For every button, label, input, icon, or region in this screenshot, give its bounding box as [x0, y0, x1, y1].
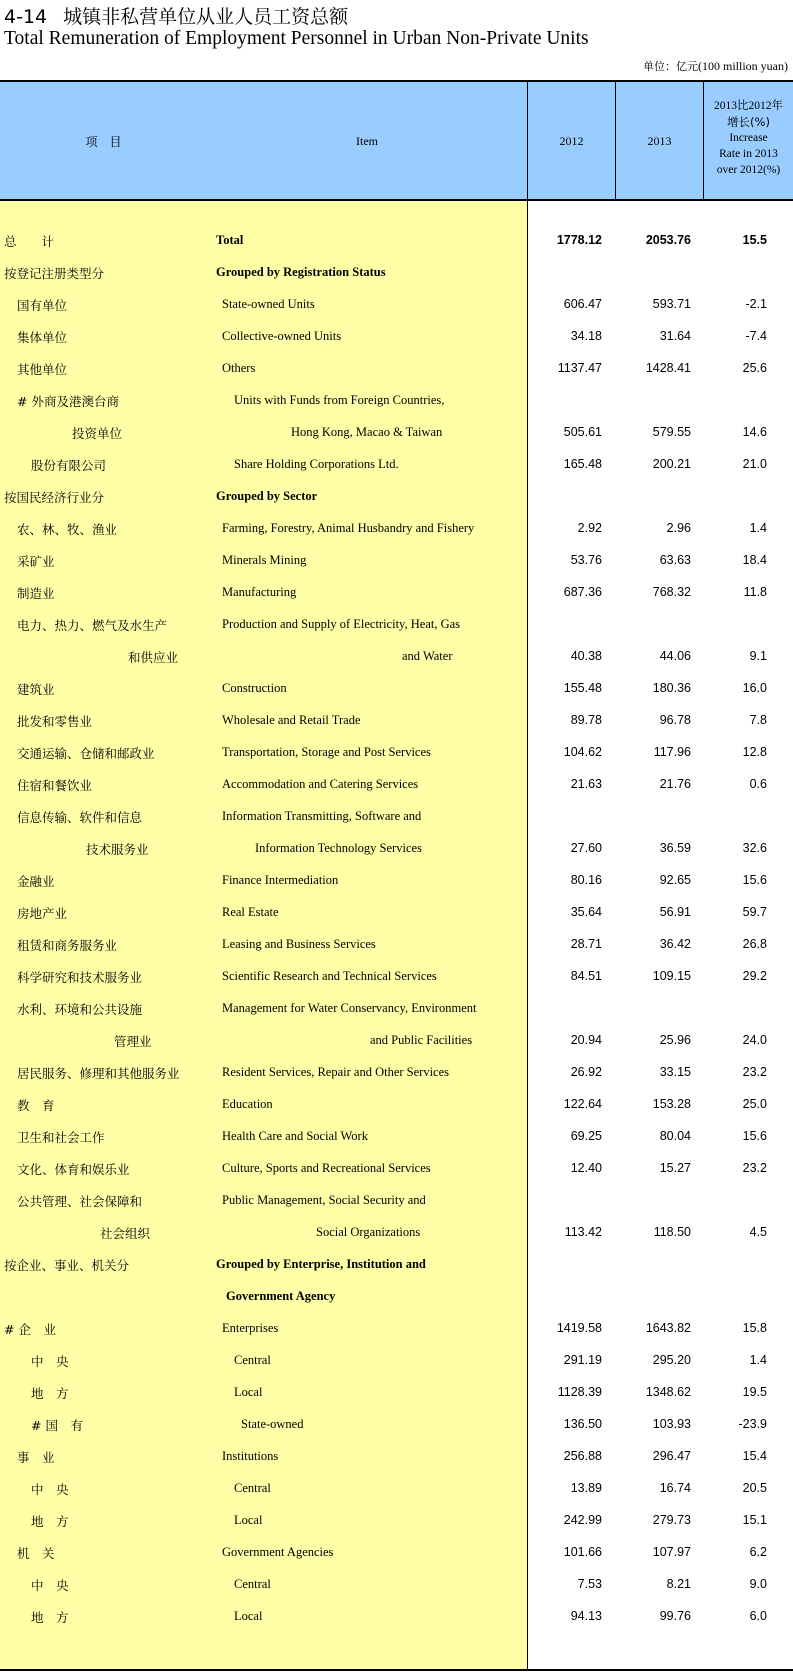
row-value-2013: 579.55: [652, 425, 691, 439]
row-increase-rate: 21.0: [742, 457, 767, 471]
row-value-2013: 80.04: [659, 1129, 691, 1143]
row-value-2013: 36.59: [659, 841, 691, 855]
row-increase-rate: 7.8: [749, 713, 767, 727]
table-row: [0, 1505, 793, 1537]
row-item-cn: 总 计: [4, 234, 55, 249]
row-item-cn: 公共管理、社会保障和: [17, 1194, 143, 1209]
table-row: [0, 1313, 793, 1345]
row-value-2013: 92.65: [659, 873, 691, 887]
row-increase-rate: 25.6: [742, 361, 767, 375]
row-item-en: Public Management, Social Security and: [222, 1193, 426, 1207]
row-value-2012: 7.53: [577, 1577, 602, 1591]
table-row: [0, 1441, 793, 1473]
row-item-cn: 中 央: [31, 1354, 69, 1369]
row-item-en: Central: [234, 1481, 271, 1495]
row-item-cn: 农、林、牧、渔业: [17, 522, 118, 537]
row-item-cn: 批发和零售业: [17, 714, 93, 729]
row-item-en: Production and Supply of Electricity, Heat, Gas: [222, 617, 461, 631]
table-row: [0, 833, 793, 865]
row-item-cn: 中 央: [31, 1578, 69, 1593]
row-item-en: Units with Funds from Foreign Countries,: [234, 393, 445, 407]
table-row: [0, 289, 793, 321]
row-value-2012: 21.63: [570, 777, 602, 791]
row-item-cn: 房地产业: [17, 906, 68, 921]
table-row: [0, 1025, 793, 1057]
row-value-2012: 101.66: [563, 1545, 602, 1559]
row-value-2012: 40.38: [570, 649, 602, 663]
table-row: [0, 1249, 793, 1281]
table-row: [0, 897, 793, 929]
table-row: [0, 321, 793, 353]
row-increase-rate: 15.6: [742, 1129, 767, 1143]
table-row: [0, 993, 793, 1025]
row-item-en: Scientific Research and Technical Services: [222, 969, 437, 983]
row-increase-rate: 59.7: [742, 905, 767, 919]
row-item-en: Management for Water Conservancy, Environment: [222, 1001, 477, 1015]
table-row: [0, 545, 793, 577]
row-value-2013: 279.73: [652, 1513, 691, 1527]
row-item-cn: 信息传输、软件和信息: [17, 810, 143, 825]
row-value-2013: 44.06: [659, 649, 691, 663]
row-item-en: and Public Facilities: [370, 1033, 473, 1047]
table-row: [0, 929, 793, 961]
row-value-2012: 1137.47: [557, 361, 602, 375]
header-bottom-rule: [0, 199, 793, 201]
table-number: 4-14: [4, 6, 48, 28]
row-value-2013: 103.93: [652, 1417, 691, 1431]
row-value-2013: 2.96: [666, 521, 691, 535]
unit-label: [643, 58, 788, 74]
row-value-2012: 20.94: [570, 1033, 602, 1047]
row-increase-rate: 19.5: [742, 1385, 767, 1399]
column-header-item-cn: 项 目: [85, 135, 122, 149]
rate-header-line-1: 2013比2012年: [714, 100, 783, 112]
row-increase-rate: 6.0: [749, 1609, 767, 1623]
row-value-2013: 99.76: [659, 1609, 691, 1623]
row-item-cn: 事 业: [17, 1450, 55, 1465]
column-header-2012: 2012: [559, 134, 584, 148]
column-header-item-en: Item: [356, 134, 378, 148]
row-item-en: Collective-owned Units: [222, 329, 342, 343]
row-item-en: Grouped by Registration Status: [216, 265, 386, 279]
row-increase-rate: 15.6: [742, 873, 767, 887]
row-item-en: Wholesale and Retail Trade: [222, 713, 361, 727]
row-increase-rate: 25.0: [742, 1097, 767, 1111]
row-item-cn: 国有单位: [17, 298, 68, 313]
row-item-en: Enterprises: [222, 1321, 279, 1335]
row-value-2013: 153.28: [652, 1097, 691, 1111]
row-item-en: Leasing and Business Services: [222, 937, 376, 951]
row-item-cn: 机 关: [17, 1546, 55, 1561]
row-value-2012: 84.51: [570, 969, 602, 983]
row-value-2012: 1778.12: [556, 233, 602, 247]
row-item-en: Social Organizations: [316, 1225, 421, 1239]
header-top-rule: [0, 80, 793, 82]
row-item-cn: # 外商及港澳台商: [17, 394, 119, 409]
row-value-2012: 165.48: [563, 457, 602, 471]
row-item-en: Finance Intermediation: [222, 873, 339, 887]
row-increase-rate: -2.1: [745, 297, 767, 311]
row-item-cn: 和供应业: [128, 650, 179, 665]
table-row: [0, 801, 793, 833]
row-value-2012: 291.19: [563, 1353, 602, 1367]
row-value-2013: 2053.76: [645, 233, 691, 247]
row-value-2013: 117.96: [653, 745, 691, 759]
row-item-en: State-owned: [241, 1417, 304, 1431]
row-increase-rate: -7.4: [745, 329, 767, 343]
row-value-2012: 242.99: [563, 1513, 602, 1527]
row-value-2013: 200.21: [652, 457, 691, 471]
row-item-en: Accommodation and Catering Services: [222, 777, 419, 791]
row-value-2013: 180.36: [652, 681, 691, 695]
row-value-2013: 1348.62: [645, 1385, 691, 1399]
row-value-2012: 2.92: [577, 521, 602, 535]
row-value-2013: 109.15: [652, 969, 691, 983]
row-increase-rate: 15.5: [742, 233, 767, 247]
row-item-en: Resident Services, Repair and Other Services: [222, 1065, 450, 1079]
row-value-2013: 118.50: [653, 1225, 691, 1239]
row-item-cn: 地 方: [31, 1386, 69, 1401]
row-value-2013: 96.78: [659, 713, 691, 727]
table-row: [0, 1089, 793, 1121]
table-row: [0, 257, 793, 289]
row-item-cn: 交通运输、仓储和邮政业: [17, 746, 155, 761]
table-row: [0, 641, 793, 673]
row-value-2013: 33.15: [659, 1065, 691, 1079]
rate-header-line-4: Rate in 2013: [719, 148, 778, 160]
row-item-cn: 技术服务业: [86, 842, 149, 857]
row-increase-rate: 23.2: [742, 1065, 767, 1079]
row-value-2012: 53.76: [570, 553, 602, 567]
row-value-2012: 155.48: [563, 681, 602, 695]
row-value-2012: 1128.39: [557, 1385, 602, 1399]
row-item-cn: 地 方: [31, 1610, 69, 1625]
table-row: [0, 481, 793, 513]
row-item-en: Central: [234, 1577, 271, 1591]
row-item-en: Share Holding Corporations Ltd.: [234, 457, 399, 471]
row-item-en: Local: [234, 1385, 263, 1399]
row-value-2012: 113.42: [564, 1225, 602, 1239]
column-header-2013: 2013: [647, 134, 672, 148]
row-item-cn: 地 方: [31, 1514, 69, 1529]
table-row: [0, 673, 793, 705]
row-item-cn: 科学研究和技术服务业: [17, 970, 143, 985]
row-item-en: Total: [216, 233, 244, 247]
table-row: [0, 1377, 793, 1409]
row-item-en: Information Transmitting, Software and: [222, 809, 422, 823]
row-value-2013: 1428.41: [645, 361, 691, 375]
row-item-cn: 电力、热力、燃气及水生产: [17, 618, 168, 633]
row-increase-rate: 23.2: [742, 1161, 767, 1175]
row-value-2013: 296.47: [652, 1449, 691, 1463]
rate-header-line-2: 增长(%): [727, 115, 770, 129]
row-item-cn: 社会组织: [100, 1226, 151, 1241]
table-row: [0, 513, 793, 545]
row-value-2012: 35.64: [570, 905, 602, 919]
table-row: [0, 1185, 793, 1217]
row-item-en: Institutions: [222, 1449, 279, 1463]
rate-header-line-3: Increase: [729, 132, 768, 144]
row-item-cn: 投资单位: [72, 426, 123, 441]
row-item-en: Health Care and Social Work: [222, 1129, 368, 1143]
row-item-en: Construction: [222, 681, 287, 695]
row-item-en: Culture, Sports and Recreational Services: [222, 1161, 431, 1175]
row-item-en: Manufacturing: [222, 585, 297, 599]
row-increase-rate: 1.4: [749, 521, 767, 535]
row-item-en: State-owned Units: [222, 297, 315, 311]
row-item-en: Hong Kong, Macao & Taiwan: [291, 425, 443, 439]
table-row: [0, 1345, 793, 1377]
row-value-2012: 687.36: [563, 585, 602, 599]
table-row: [0, 417, 793, 449]
row-value-2012: 28.71: [570, 937, 602, 951]
row-value-2012: 122.64: [563, 1097, 602, 1111]
table-row: [0, 609, 793, 641]
table-row: [0, 1281, 793, 1313]
row-value-2013: 768.32: [652, 585, 691, 599]
row-increase-rate: 12.8: [742, 745, 767, 759]
row-item-cn: 按登记注册类型分: [4, 266, 105, 281]
row-value-2012: 13.89: [570, 1481, 602, 1495]
row-increase-rate: 4.5: [749, 1225, 767, 1239]
row-item-cn: 住宿和餐饮业: [17, 778, 93, 793]
row-increase-rate: 15.1: [742, 1513, 767, 1527]
table-row: [0, 737, 793, 769]
row-value-2013: 63.63: [659, 553, 691, 567]
row-increase-rate: 18.4: [742, 553, 767, 567]
row-item-cn: 居民服务、修理和其他服务业: [17, 1066, 180, 1081]
table-row: [0, 1153, 793, 1185]
row-increase-rate: 9.1: [749, 649, 767, 663]
row-value-2013: 15.27: [659, 1161, 691, 1175]
row-item-en: Local: [234, 1513, 263, 1527]
row-value-2012: 69.25: [570, 1129, 602, 1143]
row-increase-rate: 0.6: [749, 777, 767, 791]
row-value-2012: 505.61: [563, 425, 602, 439]
table-row: [0, 865, 793, 897]
row-value-2012: 80.16: [570, 873, 602, 887]
row-item-cn: 按国民经济行业分: [4, 490, 105, 505]
row-item-en: Government Agencies: [222, 1545, 334, 1559]
row-item-cn: # 企 业: [4, 1322, 56, 1337]
row-item-en: Grouped by Sector: [216, 489, 318, 503]
row-item-en: Education: [222, 1097, 273, 1111]
row-increase-rate: 32.6: [742, 841, 767, 855]
row-item-en: Information Technology Services: [255, 841, 422, 855]
row-item-cn: 采矿业: [17, 554, 55, 569]
row-item-en: Farming, Forestry, Animal Husbandry and Fishery: [222, 521, 475, 535]
row-item-cn: 股份有限公司: [31, 458, 107, 473]
row-item-en: Others: [222, 361, 256, 375]
row-increase-rate: 11.8: [743, 585, 767, 599]
row-item-cn: 管理业: [114, 1034, 152, 1049]
row-item-cn: 制造业: [17, 586, 55, 601]
row-value-2012: 26.92: [570, 1065, 602, 1079]
row-value-2013: 25.96: [659, 1033, 691, 1047]
row-value-2013: 21.76: [659, 777, 691, 791]
row-value-2013: 295.20: [652, 1353, 691, 1367]
row-item-en: Local: [234, 1609, 263, 1623]
row-increase-rate: -23.9: [738, 1417, 767, 1431]
row-increase-rate: 9.0: [749, 1577, 767, 1591]
table-row: [0, 1057, 793, 1089]
row-item-en: and Water: [402, 649, 453, 663]
row-value-2012: 1419.58: [556, 1321, 602, 1335]
row-value-2012: 136.50: [563, 1417, 602, 1431]
table-row: [0, 1569, 793, 1601]
row-value-2013: 107.97: [652, 1545, 691, 1559]
row-increase-rate: 15.4: [742, 1449, 767, 1463]
row-value-2013: 31.64: [659, 329, 691, 343]
row-value-2012: 89.78: [570, 713, 602, 727]
row-item-en: Transportation, Storage and Post Services: [222, 745, 431, 759]
row-item-en: Grouped by Enterprise, Institution and: [216, 1257, 426, 1271]
row-item-cn: 其他单位: [17, 362, 68, 377]
row-value-2012: 256.88: [563, 1449, 602, 1463]
row-value-2012: 27.60: [570, 841, 602, 855]
row-increase-rate: 1.4: [749, 1353, 767, 1367]
row-value-2012: 34.18: [570, 329, 602, 343]
row-value-2012: 606.47: [563, 297, 602, 311]
row-item-cn: 按企业、事业、机关分: [4, 1258, 130, 1273]
row-value-2013: 593.71: [652, 297, 691, 311]
row-value-2012: 94.13: [570, 1609, 602, 1623]
table-row: [0, 1537, 793, 1569]
row-increase-rate: 15.8: [742, 1321, 767, 1335]
row-increase-rate: 26.8: [742, 937, 767, 951]
table-row: [0, 961, 793, 993]
row-item-cn: 水利、环境和公共设施: [17, 1002, 143, 1017]
row-increase-rate: 24.0: [742, 1033, 767, 1047]
row-increase-rate: 29.2: [742, 969, 767, 983]
unit-cn: 单位：亿元: [643, 60, 698, 73]
table-row: [0, 385, 793, 417]
row-item-cn: 集体单位: [17, 330, 68, 345]
rate-header-line-5: over 2012(%): [716, 164, 781, 176]
unit-en: (100 million yuan): [698, 59, 788, 73]
row-increase-rate: 16.0: [742, 681, 767, 695]
table-row: [0, 353, 793, 385]
row-value-2013: 56.91: [659, 905, 691, 919]
row-item-cn: 教 育: [17, 1098, 55, 1113]
row-item-cn: 文化、体育和娱乐业: [17, 1162, 130, 1177]
table-row: [0, 1217, 793, 1249]
row-increase-rate: 20.5: [742, 1481, 767, 1495]
row-item-cn: 中 央: [31, 1482, 69, 1497]
row-value-2013: 1643.82: [645, 1321, 691, 1335]
row-item-cn: 卫生和社会工作: [17, 1130, 105, 1145]
row-item-cn: # 国 有: [31, 1418, 83, 1433]
page-title-en: Total Remuneration of Employment Personnel in Urban Non-Private Units: [4, 28, 589, 49]
row-increase-rate: 6.2: [749, 1545, 767, 1559]
row-value-2013: 16.74: [659, 1481, 691, 1495]
row-value-2013: 36.42: [659, 937, 691, 951]
row-increase-rate: 14.6: [742, 425, 767, 439]
table-row: [0, 225, 793, 257]
row-item-en: Minerals Mining: [222, 553, 307, 567]
row-item-cn: 建筑业: [17, 682, 55, 697]
row-value-2013: 8.21: [666, 1577, 691, 1591]
table-row: [0, 577, 793, 609]
table-row: [0, 449, 793, 481]
row-item-cn: 租赁和商务服务业: [17, 938, 118, 953]
page-title-cn: [4, 2, 348, 29]
row-item-en: Central: [234, 1353, 271, 1367]
row-value-2012: 12.40: [570, 1161, 602, 1175]
row-value-2012: 104.62: [563, 745, 602, 759]
table-row: [0, 705, 793, 737]
table-row: [0, 1121, 793, 1153]
table-row: [0, 1409, 793, 1441]
row-item-en: Real Estate: [222, 905, 279, 919]
table-row: [0, 769, 793, 801]
row-item-cn: 金融业: [17, 874, 55, 889]
column-header-increase-rate: [704, 98, 793, 178]
table-row: [0, 1473, 793, 1505]
row-item-en: Government Agency: [226, 1289, 336, 1303]
title-cn-text: 城镇非私营单位从业人员工资总额: [63, 6, 349, 28]
table-bottom-rule: [0, 1669, 793, 1671]
table-row: [0, 1601, 793, 1633]
